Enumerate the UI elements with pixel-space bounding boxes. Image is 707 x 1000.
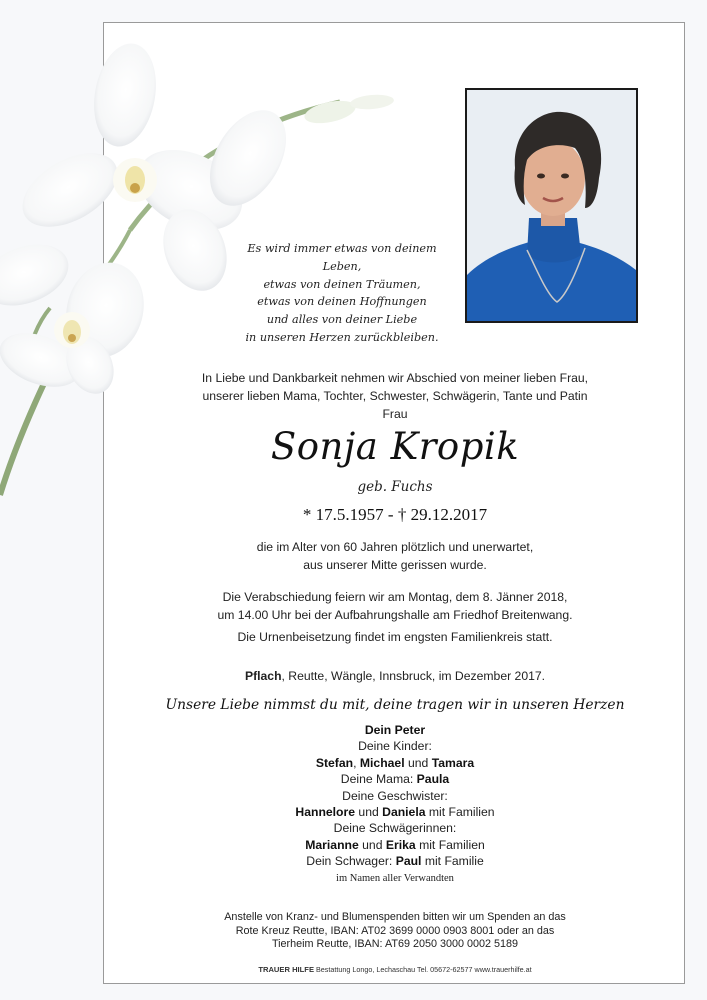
brother-in-law-name: Paul	[395, 854, 422, 869]
life-dates: * 17.5.1957 - † 29.12.2017	[302, 505, 488, 524]
relatives-note: im Namen aller Verwandten	[336, 872, 454, 884]
poem-line: Es wird immer etwas von deinem Leben,	[247, 242, 437, 273]
family-list	[110, 722, 680, 888]
separator: und	[355, 805, 383, 820]
poem-line: in unseren Herzen zurückbleiben.	[245, 330, 439, 344]
suffix: mit Familien	[425, 805, 495, 820]
intro-line: unserer lieben Mama, Tochter, Schwester, Schwägerin, Tante und Patin	[202, 389, 588, 403]
husband-name: Dein Peter	[364, 723, 426, 737]
ceremony-line: um 14.00 Uhr bei der Aufbahrungshalle am Friedhof Breitenwang.	[217, 608, 573, 622]
age-text	[110, 538, 680, 574]
separator: ,	[353, 755, 360, 770]
separator: und	[404, 755, 432, 770]
mother-label: Deine Mama:	[340, 772, 417, 787]
suffix: mit Familien	[415, 837, 485, 852]
donation-text	[110, 911, 680, 952]
child-name: Stefan	[315, 755, 354, 770]
portrait-photo	[465, 88, 638, 323]
donation-line: Rote Kreuz Reutte, IBAN: AT02 3699 0000 0903 8001 oder an das	[235, 924, 555, 937]
place-and-date	[110, 667, 680, 685]
urn-text: Die Urnenbeisetzung findet im engsten Familienkreis statt.	[237, 630, 553, 644]
intro-text	[110, 369, 680, 423]
funeral-home-footer	[110, 965, 680, 975]
memorial-poem	[232, 240, 452, 347]
footer-brand: TRAUER HILFE	[258, 965, 315, 974]
ceremony-line: Die Verabschiedung feiern wir am Montag, dem 8. Jänner 2018,	[222, 590, 568, 604]
poem-line: etwas von deinen Hoffnungen	[257, 295, 427, 309]
place-rest: , Reutte, Wängle, Innsbruck, im Dezember 2017.	[281, 669, 546, 683]
suffix: mit Familie	[421, 854, 484, 869]
brother-in-law-label: Dein Schwager:	[306, 854, 396, 869]
maiden-name: geb. Fuchs	[357, 479, 433, 495]
child-name: Michael	[359, 755, 405, 770]
place-bold: Pflach	[244, 669, 282, 683]
sister-in-law-name: Marianne	[305, 837, 359, 852]
deceased-name: Sonja Kropik	[270, 425, 520, 468]
mother-name: Paula	[416, 772, 450, 787]
poem-line: und alles von deiner Liebe	[266, 313, 418, 327]
donation-line: Tierheim Reutte, IBAN: AT69 2050 3000 0002 5189	[271, 938, 519, 951]
siblings-label: Deine Geschwister:	[342, 788, 448, 803]
child-name: Tamara	[431, 755, 475, 770]
ceremony-text	[110, 588, 680, 624]
intro-title: Frau	[382, 407, 408, 421]
intro-line: In Liebe und Dankbarkeit nehmen wir Abschied von meiner lieben Frau,	[201, 371, 589, 385]
closing-line: Unsere Liebe nimmst du mit, deine tragen wir in unseren Herzen	[165, 697, 625, 713]
age-line: die im Alter von 60 Jahren plötzlich und unerwartet,	[256, 540, 534, 554]
footer-contact: Bestattung Longo, Lechaschau Tel. 05672-62577 www.trauerhilfe.at	[314, 965, 532, 974]
poem-line: etwas von deinen Träumen,	[263, 277, 421, 291]
sister-in-law-name: Erika	[385, 837, 416, 852]
sibling-name: Hannelore	[295, 805, 356, 820]
portrait-image	[467, 90, 636, 321]
children-label: Deine Kinder:	[358, 739, 432, 754]
sisters-in-law-label: Deine Schwägerinnen:	[333, 821, 457, 836]
donation-line: Anstelle von Kranz- und Blumenspenden bitten wir um Spenden an das	[224, 911, 566, 923]
sibling-name: Daniela	[382, 805, 426, 820]
age-line: aus unserer Mitte gerissen wurde.	[303, 558, 487, 572]
separator: und	[358, 837, 386, 852]
